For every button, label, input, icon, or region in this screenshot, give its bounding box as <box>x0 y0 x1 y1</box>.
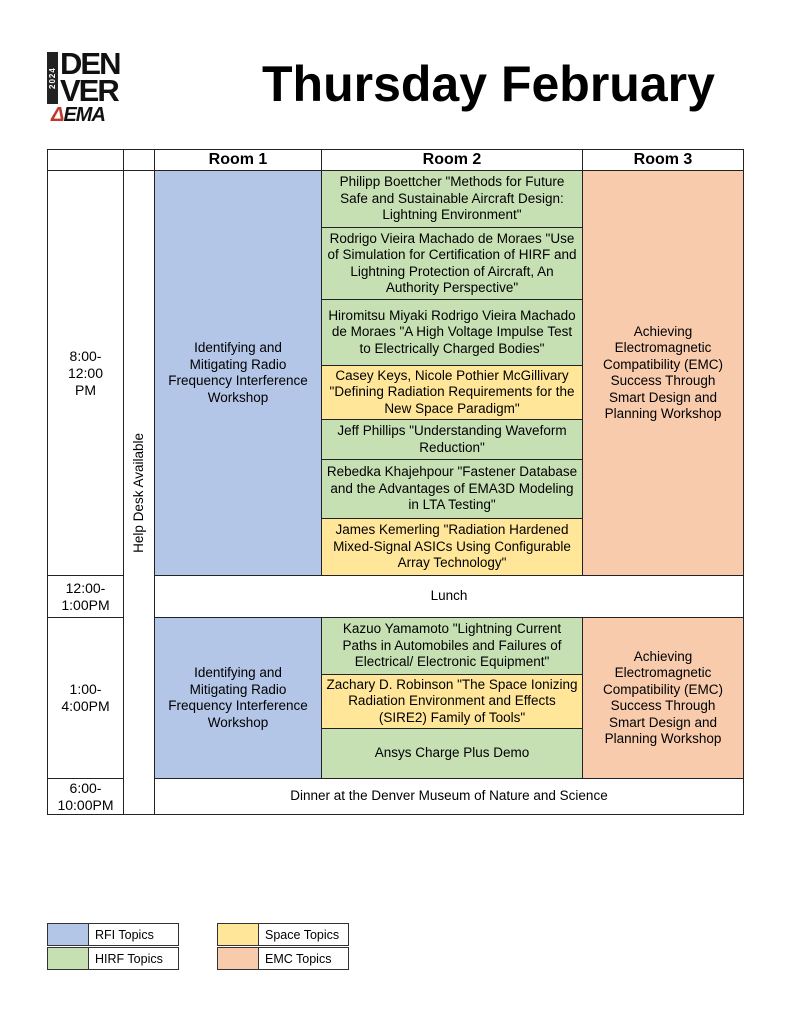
header-room-2: Room 2 <box>321 149 583 171</box>
logo-line2: VER <box>60 73 118 108</box>
room2-morning-session: Casey Keys, Nicole Pothier McGillivary "Defining Radiation Requirements for the New Space Paradigm" <box>321 365 583 420</box>
header-blank-time <box>47 149 124 171</box>
legend-hirf <box>47 947 179 970</box>
legend-label: Space Topics <box>265 927 340 942</box>
legend-label: EMC Topics <box>265 951 332 966</box>
header-room-3: Room 3 <box>582 149 744 171</box>
room2-morning-session: Rebedka Khajehpour "Fastener Database and the Advantages of EMA3D Modeling in LTA Testing" <box>321 459 583 519</box>
logo-year: 2024 <box>47 52 58 104</box>
logo-line1: DEN <box>60 46 120 81</box>
lunch-row: Lunch <box>154 575 744 618</box>
legend-swatch <box>218 924 259 945</box>
page-title: Thursday February <box>262 56 715 112</box>
room1-afternoon-session: Identifying and Mitigating Radio Frequency Interference Workshop <box>154 617 322 779</box>
logo-org-text: EMA <box>63 104 105 126</box>
room2-morning-session: Philipp Boettcher "Methods for Future Safe and Sustainable Aircraft Design: Lightning Environment" <box>321 170 583 228</box>
room1-morning-session: Identifying and Mitigating Radio Frequency Interference Workshop <box>154 170 322 576</box>
room3-afternoon-session: Achieving Electromagnetic Compatibility (EMC) Success Through Smart Design and Planning Workshop <box>582 617 744 779</box>
legend-label: RFI Topics <box>95 927 154 942</box>
room2-afternoon-session: Zachary D. Robinson "The Space Ionizing Radiation Environment and Effects (SIRE2) Family of Tools" <box>321 674 583 729</box>
room2-morning-session: Rodrigo Vieira Machado de Moraes "Use of Simulation for Certification of HIRF and Lightning Protection of Aircraft, An Authority Perspective" <box>321 227 583 300</box>
time-slot-lunch: 12:00- 1:00PM <box>47 575 124 618</box>
logo-triangle-icon: Δ <box>51 104 64 126</box>
help-desk-column <box>123 170 155 815</box>
room2-afternoon-session: Kazuo Yamamoto "Lightning Current Paths in Automobiles and Failures of Electrical/ Electronic Equipment" <box>321 617 583 675</box>
legend-swatch <box>48 924 89 945</box>
denver-ema-logo <box>47 46 132 126</box>
time-slot-afternoon: 1:00- 4:00PM <box>47 617 124 779</box>
logo-org <box>51 104 105 127</box>
schedule-grid <box>47 149 744 815</box>
room2-morning-session: Jeff Phillips "Understanding Waveform Reduction" <box>321 419 583 460</box>
help-desk-label: Help Desk Available <box>130 432 146 553</box>
legend-space <box>217 923 349 946</box>
room2-morning-session: Hiromitsu Miyaki Rodrigo Vieira Machado de Moraes "A High Voltage Impulse Test to Electrically Charged Bodies" <box>321 299 583 366</box>
legend-label: HIRF Topics <box>95 951 163 966</box>
time-slot-morning: 8:00- 12:00 PM <box>47 170 124 576</box>
header-room-1: Room 1 <box>154 149 322 171</box>
room2-afternoon-session: Ansys Charge Plus Demo <box>321 728 583 779</box>
room3-morning-session: Achieving Electromagnetic Compatibility (EMC) Success Through Smart Design and Planning Workshop <box>582 170 744 576</box>
dinner-row: Dinner at the Denver Museum of Nature and Science <box>154 778 744 815</box>
legend-swatch <box>48 948 89 969</box>
legend-rfi <box>47 923 179 946</box>
room2-morning-session: James Kemerling "Radiation Hardened Mixed-Signal ASICs Using Configurable Array Technology" <box>321 518 583 576</box>
header-blank-helpdesk <box>123 149 155 171</box>
legend-emc <box>217 947 349 970</box>
legend-swatch <box>218 948 259 969</box>
time-slot-evening: 6:00- 10:00PM <box>47 778 124 815</box>
